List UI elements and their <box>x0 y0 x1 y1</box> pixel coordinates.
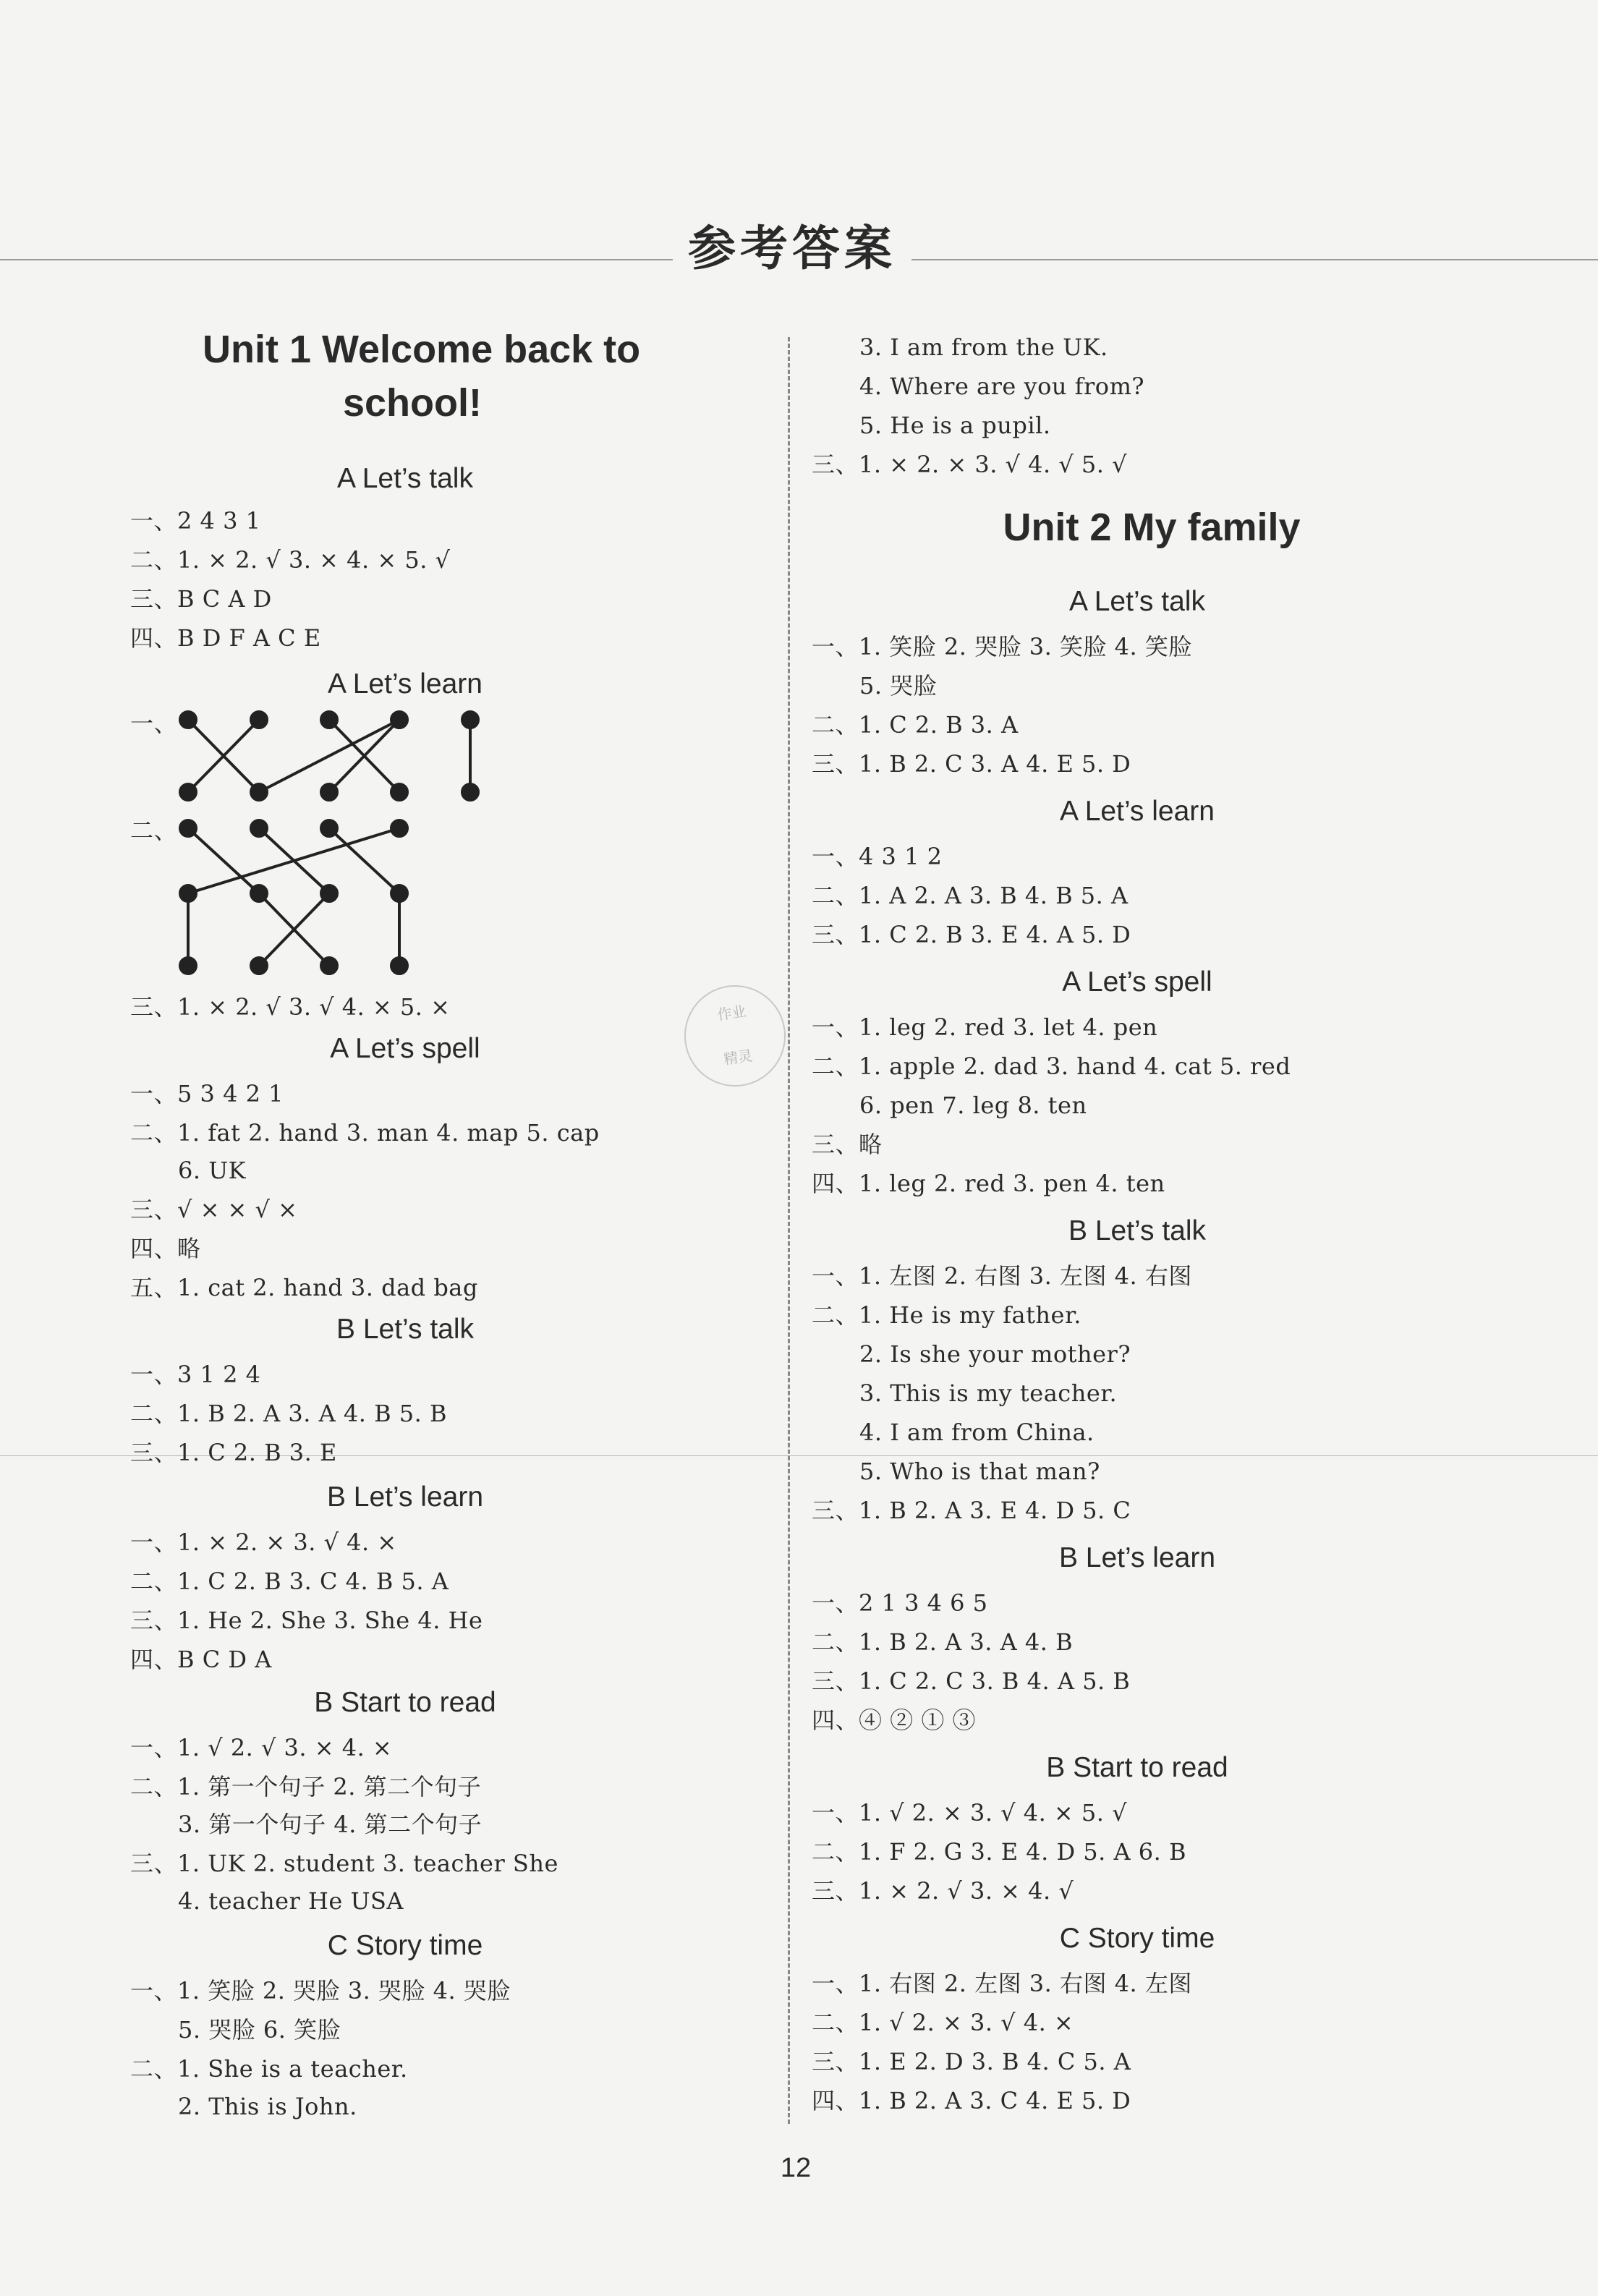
section-c-story-time: C Story time <box>327 1930 483 1961</box>
answer-line: 3. This is my teacher. <box>859 1379 1118 1407</box>
answer-line: 二、1. B 2. A 3. A 4. B 5. B <box>130 1400 447 1427</box>
section-a-lets-learn: A Let’s learn <box>328 668 483 700</box>
unit2-title: Unit 2 My family <box>1003 506 1301 549</box>
section-a-lets-learn: A Let’s learn <box>1060 796 1215 827</box>
answer-line: 一、1. √ 2. √ 3. × 4. × <box>130 1734 393 1761</box>
answer-line: 一、1. 笑脸 2. 哭脸 3. 笑脸 4. 笑脸 <box>812 633 1192 660</box>
match-line <box>188 828 399 893</box>
match-dot <box>462 712 478 728</box>
answer-line: 5. 哭脸 <box>859 672 938 700</box>
answer-line: 一、1. leg 2. red 3. let 4. pen <box>812 1013 1158 1041</box>
answer-line: 二、 <box>130 817 178 844</box>
answer-line: 三、略 <box>812 1131 883 1158</box>
answer-line: 三、1. C 2. C 3. B 4. A 5. B <box>812 1667 1131 1695</box>
stamp-text: 精灵 <box>722 1047 754 1068</box>
match-dot <box>251 784 267 800</box>
answer-line: 三、1. UK 2. student 3. teacher She <box>130 1850 558 1877</box>
match-dot <box>391 885 407 901</box>
answer-line: 6. UK <box>178 1157 247 1184</box>
match-dot <box>180 820 196 836</box>
answer-line: 一、5 3 4 2 1 <box>130 1080 284 1107</box>
section-b-lets-learn: B Let’s learn <box>326 1481 484 1513</box>
watermark-stamp <box>678 979 792 1093</box>
answer-line: 二、1. A 2. A 3. B 4. B 5. A <box>812 882 1129 909</box>
match-dot <box>180 784 196 800</box>
answer-line: 二、1. apple 2. dad 3. hand 4. cat 5. red <box>812 1053 1291 1080</box>
answer-line: 一、4 3 1 2 <box>812 843 943 870</box>
answer-line: 一、1. 右图 2. 左图 3. 右图 4. 左图 <box>812 1970 1192 1997</box>
match-dot <box>180 885 196 901</box>
answer-line: 4. teacher He USA <box>178 1887 404 1915</box>
column-divider <box>788 337 790 2124</box>
answer-line: 二、1. × 2. √ 3. × 4. × 5. √ <box>130 546 451 574</box>
answer-line: 一、3 1 2 4 <box>130 1361 261 1388</box>
match-line <box>188 720 329 792</box>
section-a-lets-talk: A Let’s talk <box>1069 586 1205 617</box>
answer-line: 三、B C A D <box>130 585 272 613</box>
match-dot <box>180 958 196 974</box>
answer-line: 四、B C D A <box>130 1646 272 1673</box>
match-dot <box>321 820 337 836</box>
section-b-lets-learn: B Let’s learn <box>1058 1542 1216 1573</box>
stamp-text: 作业 <box>716 1002 748 1024</box>
answer-line: 二、1. F 2. G 3. E 4. D 5. A 6. B <box>812 1838 1186 1866</box>
answer-line: 3. I am from the UK. <box>859 333 1108 361</box>
answer-line: 4. Where are you from? <box>859 373 1145 400</box>
page-title: 参考答案 <box>673 210 911 279</box>
answer-line: 一、 <box>130 710 178 737</box>
answer-line: 三、1. B 2. A 3. E 4. D 5. C <box>812 1497 1131 1524</box>
match-dot <box>251 712 267 728</box>
match-line <box>259 720 399 792</box>
match-dot <box>251 958 267 974</box>
page-number: 12 <box>780 2153 812 2183</box>
section-b-start-to-read: B Start to read <box>314 1687 496 1718</box>
answer-line: 三、1. He 2. She 3. She 4. He <box>130 1607 483 1634</box>
matching-diagram <box>174 705 550 980</box>
match-dot <box>391 712 407 728</box>
answer-line: 一、2 1 3 4 6 5 <box>812 1589 988 1617</box>
answer-line: 5. 哭脸 6. 笑脸 <box>178 2016 341 2044</box>
match-dot <box>251 885 267 901</box>
answer-line: 2. This is John. <box>178 2093 357 2120</box>
answer-line: 四、1. B 2. A 3. C 4. E 5. D <box>812 2087 1131 2114</box>
section-a-lets-spell: A Let’s spell <box>1062 966 1212 998</box>
answer-line: 二、1. B 2. A 3. A 4. B <box>812 1628 1074 1656</box>
answer-line: 二、1. She is a teacher. <box>130 2055 408 2083</box>
answer-line: 三、1. × 2. √ 3. √ 4. × 5. × <box>130 993 451 1021</box>
section-a-lets-spell: A Let’s spell <box>330 1033 480 1064</box>
answer-line: 一、1. √ 2. × 3. √ 4. × 5. √ <box>812 1799 1128 1827</box>
match-dot <box>391 784 407 800</box>
answer-line: 5. Who is that man? <box>859 1458 1100 1485</box>
unit1-title-line1: Unit 1 Welcome back to <box>203 328 641 371</box>
match-dot <box>391 958 407 974</box>
answer-line: 三、1. C 2. B 3. E 4. A 5. D <box>812 921 1131 948</box>
unit1-title-line2: school! <box>342 381 482 425</box>
section-b-start-to-read: B Start to read <box>1046 1752 1228 1783</box>
answer-line: 二、1. C 2. B 3. C 4. B 5. A <box>130 1568 449 1595</box>
answer-line: 三、1. B 2. C 3. A 4. E 5. D <box>812 750 1131 778</box>
answer-line: 三、1. C 2. B 3. E <box>130 1439 337 1466</box>
match-dot <box>391 820 407 836</box>
answer-line: 三、1. × 2. × 3. √ 4. √ 5. √ <box>812 451 1128 478</box>
answer-line: 四、B D F A C E <box>130 624 321 652</box>
answer-line: 二、1. fat 2. hand 3. man 4. map 5. cap <box>130 1119 600 1147</box>
answer-line: 四、④ ② ① ③ <box>812 1706 977 1734</box>
answer-line: 四、1. leg 2. red 3. pen 4. ten <box>812 1170 1165 1197</box>
answer-line: 三、√ × × √ × <box>130 1196 298 1223</box>
match-dot <box>321 784 337 800</box>
match-dot <box>180 712 196 728</box>
answer-line: 3. 第一个句子 4. 第二个句子 <box>178 1811 483 1838</box>
answer-line: 一、1. 笑脸 2. 哭脸 3. 哭脸 4. 哭脸 <box>130 1977 511 2004</box>
match-dot <box>251 820 267 836</box>
answer-line: 2. Is she your mother? <box>859 1340 1131 1368</box>
answer-line: 三、1. E 2. D 3. B 4. C 5. A <box>812 2048 1131 2075</box>
section-b-lets-talk: B Let’s talk <box>1068 1215 1207 1246</box>
answer-line: 一、2 4 3 1 <box>130 507 261 535</box>
section-a-lets-talk: A Let’s talk <box>337 463 473 494</box>
match-dot <box>321 712 337 728</box>
answer-line: 6. pen 7. leg 8. ten <box>859 1092 1087 1119</box>
answer-line: 四、略 <box>130 1235 201 1262</box>
answer-line: 三、1. × 2. √ 3. × 4. √ <box>812 1877 1074 1905</box>
section-c-story-time: C Story time <box>1059 1923 1215 1954</box>
section-b-lets-talk: B Let’s talk <box>336 1314 475 1345</box>
answer-line: 二、1. C 2. B 3. A <box>812 711 1019 739</box>
answer-line: 二、1. 第一个句子 2. 第二个句子 <box>130 1773 482 1800</box>
answer-line: 5. He is a pupil. <box>859 412 1051 439</box>
answer-line: 一、1. × 2. × 3. √ 4. × <box>130 1528 397 1556</box>
answer-line: 二、1. √ 2. × 3. √ 4. × <box>812 2009 1074 2036</box>
answer-line: 五、1. cat 2. hand 3. dad bag <box>130 1274 478 1301</box>
answer-line: 二、1. He is my father. <box>812 1301 1081 1329</box>
answer-line: 4. I am from China. <box>859 1419 1095 1446</box>
answer-line: 一、1. 左图 2. 右图 3. 左图 4. 右图 <box>812 1262 1192 1290</box>
match-dot <box>321 958 337 974</box>
match-dot <box>321 885 337 901</box>
match-dot <box>462 784 478 800</box>
